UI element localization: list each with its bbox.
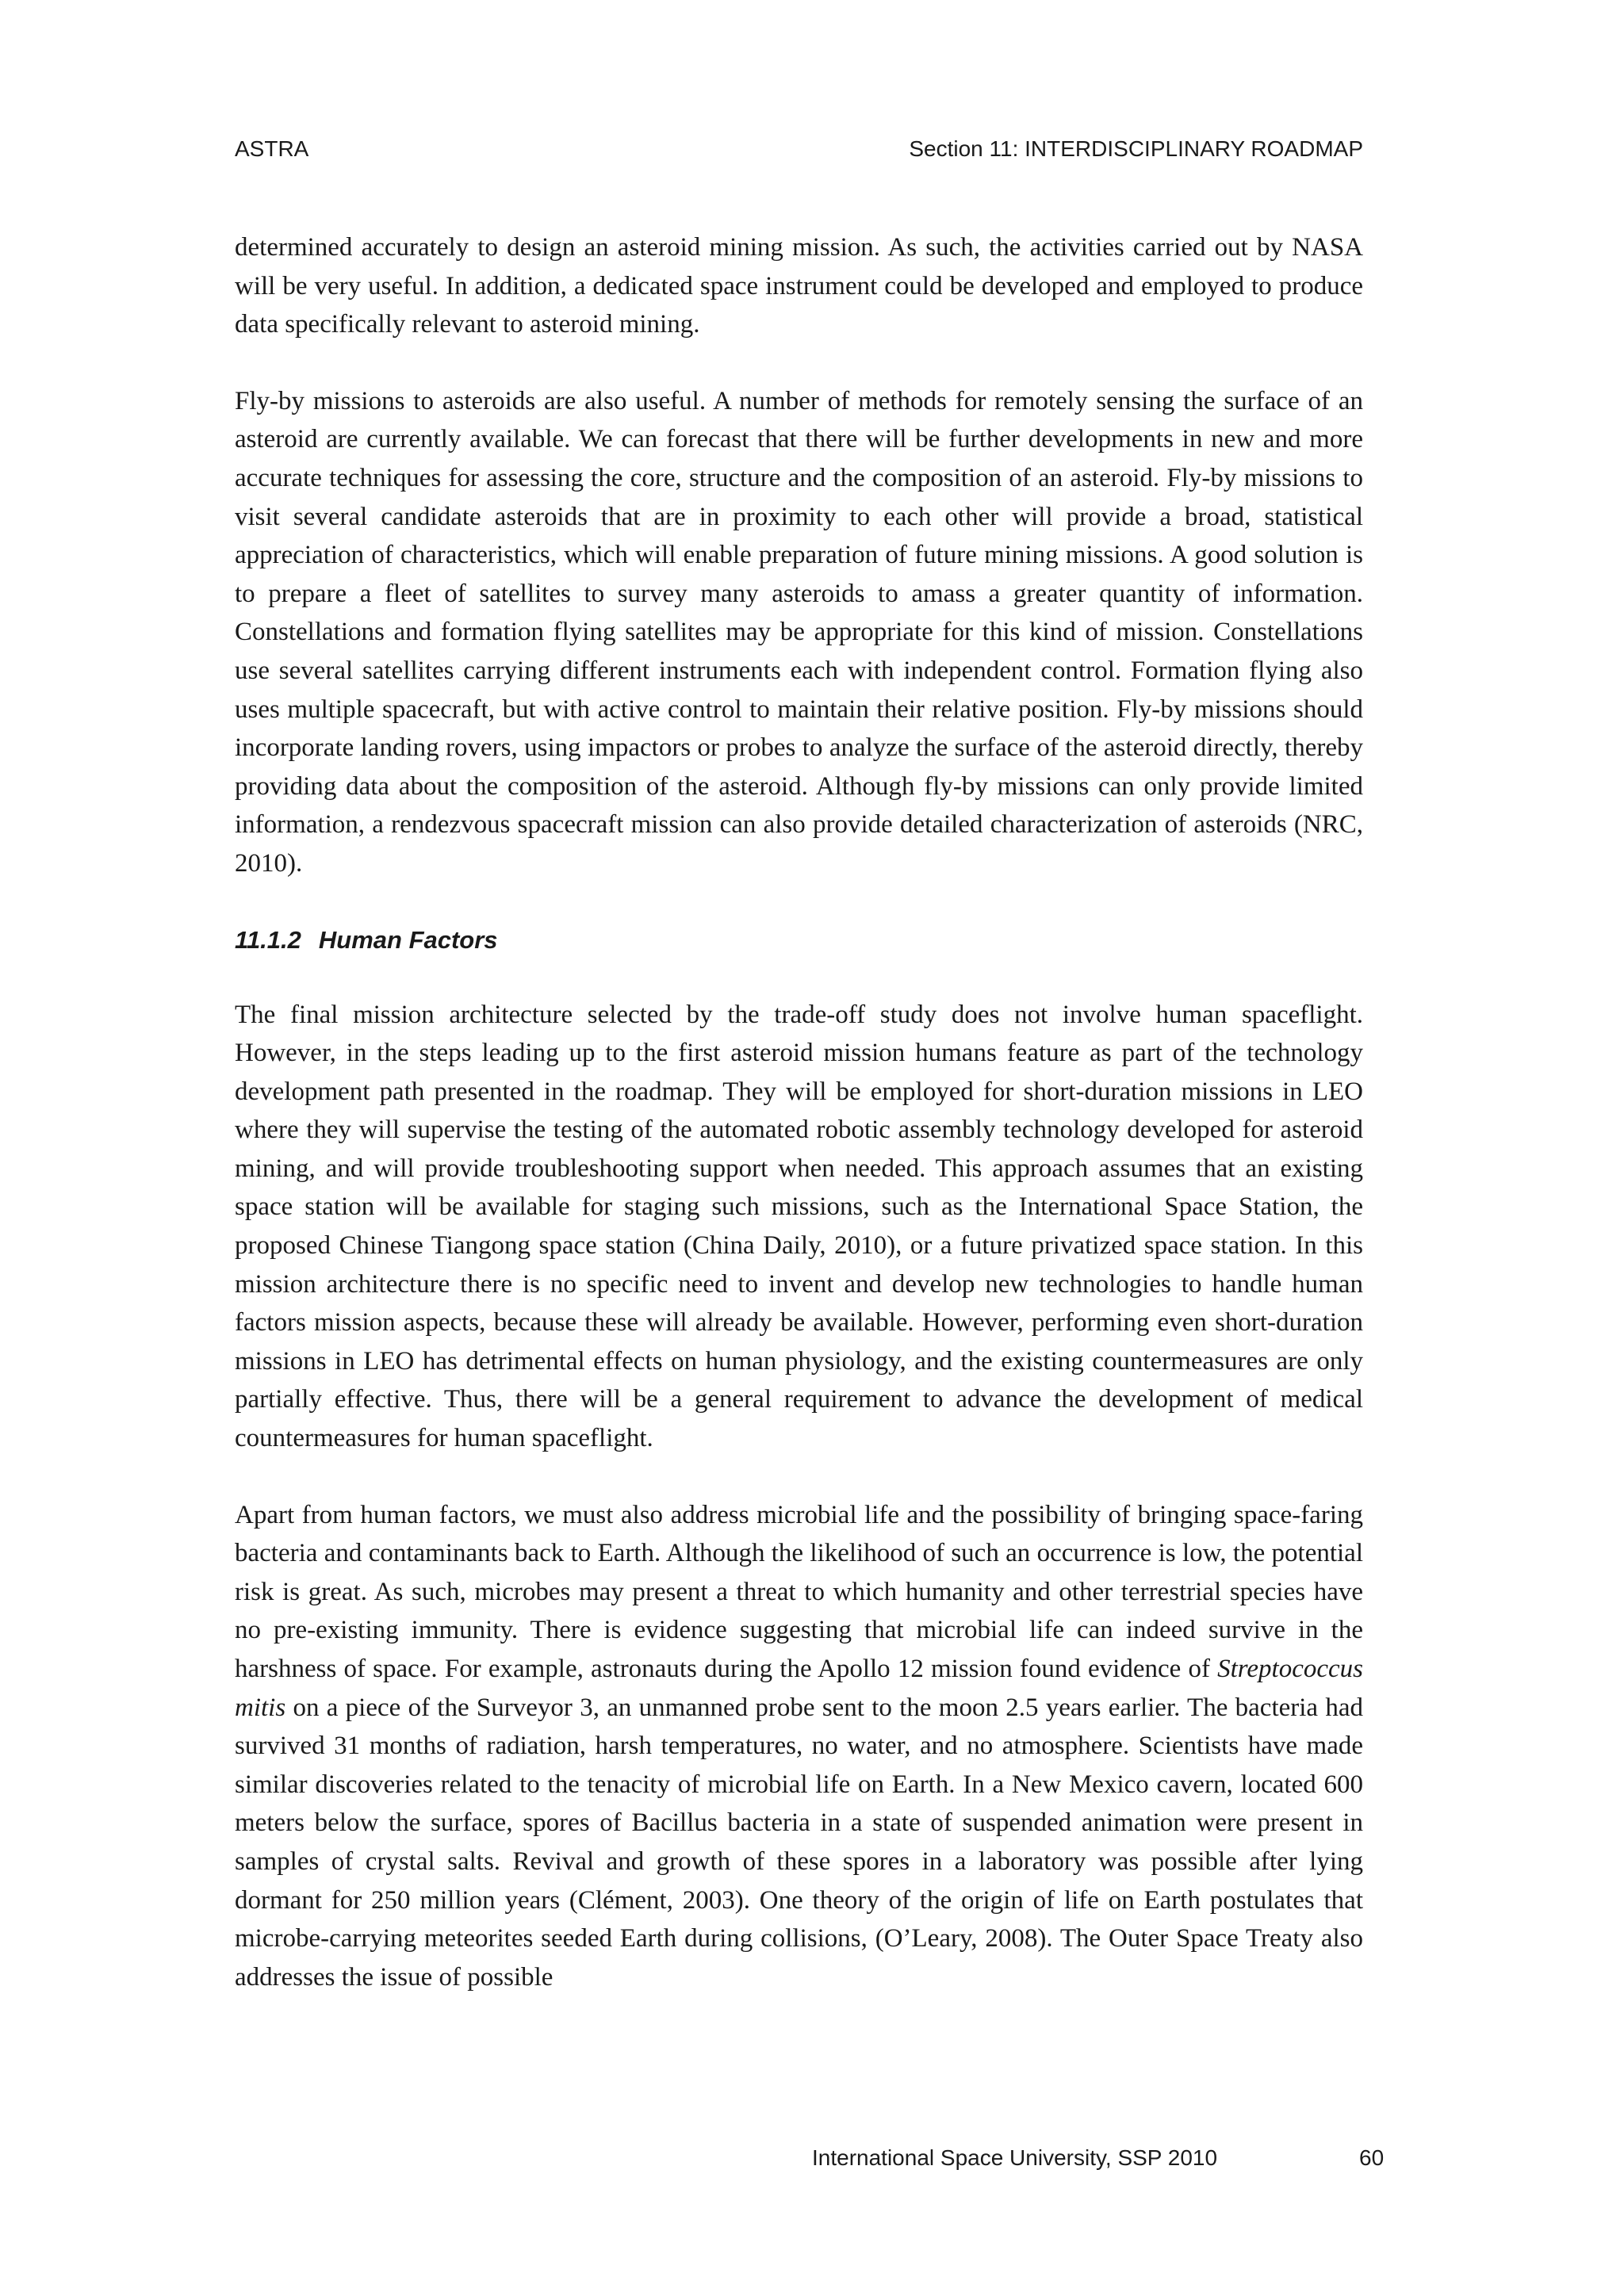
paragraph-microbial-life (235, 1496, 1363, 1997)
paragraph-human-factors: The final mission architecture selected by the trade-off study does not involve human spaceflight. However, in the steps leading up to the first asteroid mission humans feature as part of the technology development path presented in the roadmap. They will be employed for short-duration missions in LEO where they will supervise the testing of the automated robotic assembly technology developed for asteroid mining, and will provide troubleshooting support when needed. This approach assumes that an existing space station will be available for staging such missions, such as the International Space Station, the proposed Chinese Tiangong space station (China Daily, 2010), or a future privatized space station. In this mission architecture there is no specific need to invent and develop new technologies to handle human factors mission aspects, because these will already be available. However, performing even short-duration missions in LEO has detrimental effects on human physiology, and the existing countermeasures are only partially effective. Thus, there will be a general requirement to advance the development of medical countermeasures for human spaceflight. (235, 1000, 1363, 1453)
page-number: 60 (1359, 2145, 1385, 2170)
microbial-text-before: Apart from human factors, we must also address microbial life and the possibility of bringing space-faring bacteria and contaminants back to Earth. Although the likelihood of such an occurrence is low, the potential risk is great. As such, microbes may present a threat to which humanity and other terrestrial species have no pre-existing immunity. There is evidence suggesting that microbial life can indeed survive in the harshness of space. For example, astronauts during the Apollo 12 mission found evidence of (235, 1500, 1363, 1683)
running-header-left: ASTRA (235, 136, 309, 161)
paragraph-data-determination: determined accurately to design an asteroid mining mission. As such, the activities carried out by NASA will be very useful. In addition, a dedicated space instrument could be developed and employed to produce data specifically relevant to asteroid mining. (235, 233, 1363, 339)
footer-institution: International Space University, SSP 2010 (812, 2145, 1218, 2170)
section-title: Human Factors (318, 925, 498, 954)
microbial-text-after: on a piece of the Surveyor 3, an unmanned probe sent to the moon 2.5 years earlier. The bacteria had survived 31 months of radiation, harsh temperatures, no water, and no atmosphere. Scientists have made similar discoveries related to the tenacity of microbial life on Earth. In a New Mexico cavern, located 600 meters below the surface, spores of Bacillus bacteria in a state of suspended animation were present in samples of crystal salts. Revival and growth of these spores in a laboratory was possible after lying dormant for 250 million years (Clément, 2003). One theory of the origin of life on Earth postulates that microbe-carrying meteorites seeded Earth during collisions, (O’Leary, 2008). The Outer Space Treaty also addresses the issue of possible (235, 1693, 1363, 1992)
paragraph-fly-by-missions: Fly-by missions to asteroids are also useful. A number of methods for remotely sensing the surface of an asteroid are currently available. We can forecast that there will be further developments in new and more accurate techniques for assessing the core, structure and the composition of an asteroid. Fly-by missions to visit several candidate asteroids that are in proximity to each other will provide a broad, statistical appreciation of characteristics, which will enable preparation of future mining missions. A good solution is to prepare a fleet of satellites to survey many asteroids to amass a greater quantity of information. Constellations and formation flying satellites may be appropriate for this kind of mission. Constellations use several satellites carrying different instruments each with independent control. Formation flying also uses multiple spacecraft, but with active control to maintain their relative position. Fly-by missions should incorporate landing rovers, using impactors or probes to analyze the surface of the asteroid directly, thereby providing data about the composition of the asteroid. Although fly-by missions can only provide limited information, a rendezvous spacecraft mission can also provide detailed characterization of asteroids (NRC, 2010). (235, 386, 1363, 878)
running-header-right: Section 11: INTERDISCIPLINARY ROADMAP (909, 136, 1363, 161)
section-number: 11.1.2 (235, 925, 301, 954)
section-heading-human-factors (235, 921, 1363, 959)
species-name: Streptococcus mitis (235, 1655, 1363, 1722)
page-body (235, 228, 1363, 2034)
